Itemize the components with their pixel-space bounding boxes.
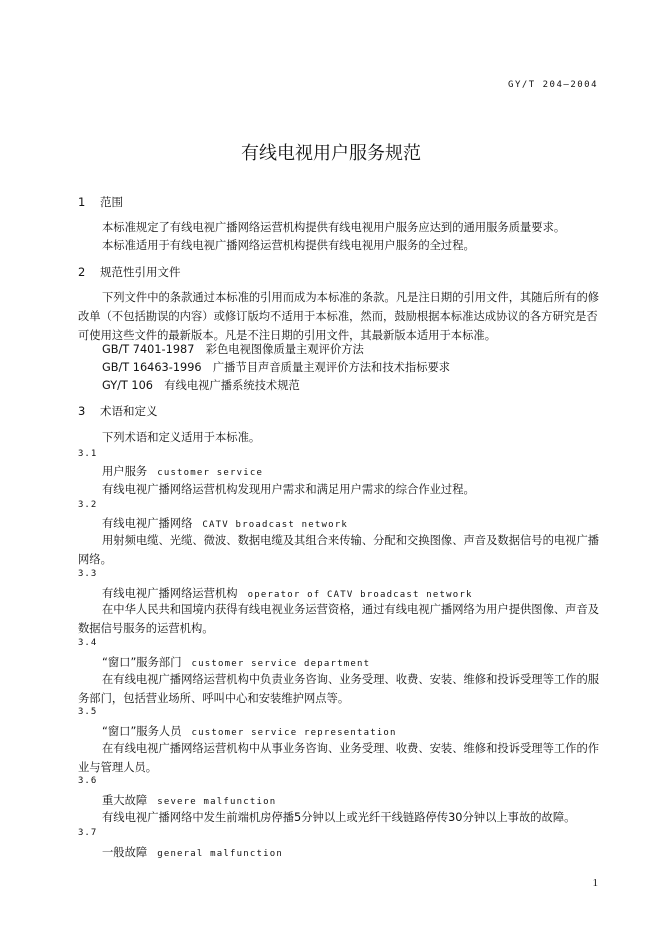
term-chinese: 用户服务: [102, 465, 148, 478]
reference-item: GY/T 106 有线电视广播系统技术规范: [102, 379, 300, 392]
section-3-paragraph-1: 下列术语和定义适用于本标准。: [102, 431, 261, 444]
term-heading: [102, 654, 370, 670]
section-number: 3: [78, 404, 86, 418]
term-english: customer service representation: [191, 728, 397, 738]
reference-item: GB/T 7401-1987 彩色电视图像质量主观评价方法: [102, 343, 364, 356]
section-number: 1: [78, 195, 86, 209]
term-number: 3.2: [78, 500, 98, 510]
term-definition: 在中华人民共和国境内获得有线电视业务运营资格，通过有线电视广播网络为用户提供图像、声音及数据信号服务的运营机构。: [78, 603, 600, 635]
term-heading: [102, 585, 473, 601]
term-english: customer service: [157, 468, 264, 478]
reference-item: GB/T 16463-1996 广播节目声音质量主观评价方法和技术指标要求: [102, 361, 451, 374]
term-heading: [102, 723, 397, 739]
page-number: 1: [592, 877, 598, 889]
term-number: 3.3: [78, 569, 98, 579]
term-definition: 有线电视广播网络运营机构发现用户需求和满足用户需求的综合作业过程。: [102, 483, 475, 496]
section-3-heading: [78, 403, 158, 419]
term-english: CATV broadcast network: [202, 520, 348, 530]
term-english: customer service department: [191, 659, 371, 669]
term-number: 3.6: [78, 776, 98, 786]
term-english: operator of CATV broadcast network: [247, 590, 473, 600]
term-chinese: 有线电视广播网络运营机构: [102, 587, 238, 600]
standard-code: GY/T 204—2004: [508, 80, 598, 90]
term-chinese: 重大故障: [102, 794, 148, 807]
term-number: 3.7: [78, 828, 98, 838]
term-definition: 在有线电视广播网络运营机构中从事业务咨询、业务受理、收费、安装、维修和投诉受理等工作的作业与管理人员。: [78, 742, 600, 774]
term-english: severe malfunction: [157, 797, 277, 807]
section-title: 范围: [100, 195, 123, 209]
term-definition: 在有线电视广播网络运营机构中负责业务咨询、业务受理、收费、安装、维修和投诉受理等工作的服务部门，包括营业场所、呼叫中心和安装维护网点等。: [78, 673, 600, 705]
term-chinese: 有线电视广播网络: [102, 517, 193, 530]
document-title: 有线电视用户服务规范: [241, 143, 421, 164]
term-number: 3.1: [78, 449, 98, 459]
section-title: 规范性引用文件: [100, 265, 181, 279]
section-1-paragraph-2: 本标准适用于有线电视广播网络运营机构提供有线电视用户服务的全过程。: [102, 239, 475, 252]
term-heading: [102, 515, 348, 531]
section-2-paragraph-1: 下列文件中的条款通过本标准的引用而成为本标准的条款。凡是注日期的引用文件，其随后所有的修改单（不包括勘误的内容）或修订版均不适用于本标准，然而，鼓励根据本标准达成协议的各方研究是否可使用这些文件的最新版本。凡是不注日期的引用文件，其最新版本适用于本标准。: [78, 291, 600, 342]
term-definition: 用射频电缆、光缆、微波、数据电缆及其组合来传输、分配和交换图像、声音及数据信号的电视广播网络。: [78, 534, 600, 566]
term-definition: 有线电视广播网络中发生前端机房停播5分钟以上或光纤干线链路停传30分钟以上事故的故障。: [102, 811, 576, 824]
section-title: 术语和定义: [100, 404, 158, 418]
section-1-heading: [78, 194, 123, 210]
section-2-heading: [78, 264, 181, 280]
term-heading: [102, 792, 276, 808]
term-number: 3.5: [78, 707, 98, 717]
term-number: 3.4: [78, 638, 98, 648]
term-english: general malfunction: [157, 849, 283, 859]
term-chinese: 一般故障: [102, 846, 148, 859]
term-chinese: “窗口”服务人员: [102, 725, 182, 738]
term-heading: [102, 844, 283, 860]
section-number: 2: [78, 265, 86, 279]
term-chinese: “窗口”服务部门: [102, 656, 182, 669]
term-heading: [102, 463, 263, 479]
section-1-paragraph-1: 本标准规定了有线电视广播网络运营机构提供有线电视用户服务应达到的通用服务质量要求。: [102, 221, 566, 234]
